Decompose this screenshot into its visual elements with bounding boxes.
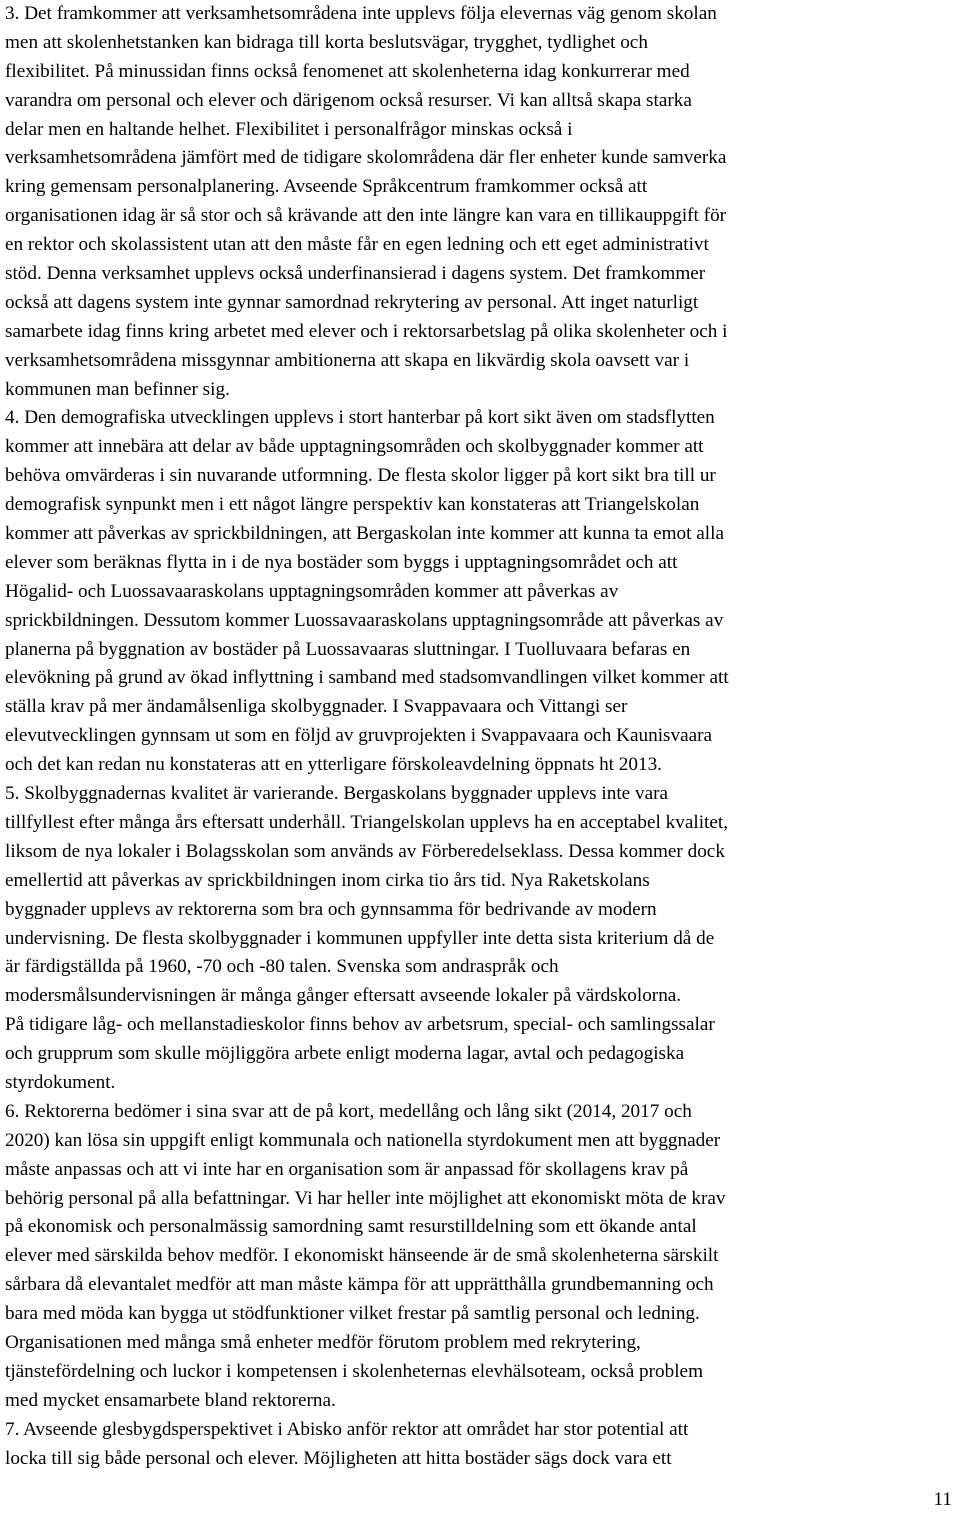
text-line: kommunen man befinner sig.: [5, 378, 230, 400]
text-line: samarbete idag finns kring arbetet med elever och i rektorsarbetslag på olika skolenheter och i: [5, 320, 728, 342]
page-number: 11: [933, 1489, 952, 1510]
text-line: På tidigare låg- och mellanstadieskolor finns behov av arbetsrum, special- och samlingssalar: [5, 1014, 715, 1036]
text-line: verksamhetsområdena missgynnar ambitionerna att skapa en likvärdig skola oavsett var i: [5, 349, 690, 371]
paragraph-6: [5, 1098, 957, 1416]
text-line: styrdokument.: [5, 1071, 116, 1093]
text-line: flexibilitet. På minussidan finns också fenomenet att skolenheterna idag konkurrerar med: [5, 60, 690, 82]
text-line: elever som beräknas flytta in i de nya bostäder som byggs i upptagningsområdet och att: [5, 551, 678, 573]
text-line: locka till sig både personal och elever. Möjligheten att hitta bostäder sägs dock vara ett: [5, 1447, 672, 1469]
text-line: delar men en haltande helhet. Flexibilitet i personalfrågor minskas också i: [5, 118, 573, 140]
text-line: demografisk synpunkt men i ett något längre perspektiv kan konstateras att Triangelskolan: [5, 494, 700, 516]
text-line: kring gemensam personalplanering. Avseende Språkcentrum framkommer också att: [5, 176, 648, 198]
text-line: tillfyllest efter många års eftersatt underhåll. Triangelskolan upplevs ha en acceptabel kvalitet,: [5, 811, 729, 833]
text-line: måste anpassas och att vi inte har en organisation som är anpassad för skollagens krav på: [5, 1158, 689, 1180]
text-line: men att skolenhetstanken kan bidraga till korta beslutsvägar, trygghet, tydlighet och: [5, 31, 648, 53]
text-line: stöd. Denna verksamhet upplevs också underfinansierad i dagens system. Det framkommer: [5, 263, 706, 285]
text-line: modersmålsundervisningen är många gånger eftersatt avseende lokaler på värdskolorna.: [5, 985, 682, 1007]
text-line: elever med särskilda behov medför. I ekonomiskt hänseende är de små skolenheterna särskilt: [5, 1245, 719, 1267]
text-line: sårbara då elevantalet medför att man måste kämpa för att upprätthålla grundbemanning och: [5, 1274, 714, 1296]
paragraph-5: [5, 780, 957, 1098]
text-line: 5. Skolbyggnadernas kvalitet är varierande. Bergaskolans byggnader upplevs inte vara: [5, 783, 669, 805]
text-line: på ekonomisk och personalmässig samordning samt resurstilldelning som ett ökande antal: [5, 1216, 697, 1238]
text-line: också att dagens system inte gynnar samordnad rekrytering av personal. Att inget naturligt: [5, 291, 699, 313]
text-line: verksamhetsområdena jämfört med de tidigare skolområdena där fler enheter kunde samverka: [5, 147, 727, 169]
text-line: byggnader upplevs av rektorerna som bra och gynnsamma för bedrivande av modern: [5, 898, 657, 920]
text-line: liksom de nya lokaler i Bolagsskolan som används av Förberedelseklass. Dessa kommer dock: [5, 840, 725, 862]
text-line: kommer att innebära att delar av både upptagningsområden och skolbyggnader kommer att: [5, 436, 704, 458]
text-line: tjänstefördelning och luckor i kompetensen i skolenheternas elevhälsoteam, också problem: [5, 1360, 704, 1382]
text-line: varandra om personal och elever och därigenom också resurser. Vi kan alltså skapa starka: [5, 89, 692, 111]
text-line: Organisationen med många små enheter medför förutom problem med rekrytering,: [5, 1331, 641, 1353]
text-line: organisationen idag är så stor och så krävande att den inte längre kan vara en tillikauppgift för: [5, 205, 727, 227]
text-line: 2020) kan lösa sin uppgift enligt kommunala och nationella styrdokument men att byggnader: [5, 1129, 721, 1151]
document-page: [5, 0, 957, 1473]
paragraph-4: [5, 404, 957, 780]
text-line: 4. Den demografiska utvecklingen upplevs i stort hanterbar på kort sikt även om stadsflytten: [5, 407, 715, 429]
paragraph-7: [5, 1416, 957, 1474]
text-line: 3. Det framkommer att verksamhetsområdena inte upplevs följa elevernas väg genom skolan: [5, 3, 717, 24]
text-line: behörig personal på alla befattningar. Vi har heller inte möjlighet att ekonomiskt möta de krav: [5, 1187, 726, 1209]
text-line: sprickbildningen. Dessutom kommer Luossavaaraskolans upptagningsområde att påverkas av: [5, 609, 724, 631]
text-line: 7. Avseende glesbygdsperspektivet i Abisko anför rektor att området har stor potential att: [5, 1418, 689, 1440]
text-line: planerna på byggnation av bostäder på Luossavaaras sluttningar. I Tuolluvaara befaras en: [5, 638, 691, 660]
paragraph-3: [5, 0, 957, 404]
text-line: undervisning. De flesta skolbyggnader i kommunen uppfyller inte detta sista kriterium då de: [5, 927, 715, 949]
text-line: ställa krav på mer ändamålsenliga skolbyggnader. I Svappavaara och Vittangi ser: [5, 696, 628, 718]
text-line: med mycket ensamarbete bland rektorerna.: [5, 1389, 336, 1411]
text-line: är färdigställda på 1960, -70 och -80 talen. Svenska som andraspråk och: [5, 956, 559, 978]
text-line: 6. Rektorerna bedömer i sina svar att de på kort, medellång och lång sikt (2014, 2017 och: [5, 1100, 692, 1122]
text-line: behöva omvärderas i sin nuvarande utformning. De flesta skolor ligger på kort sikt bra till ur: [5, 465, 716, 487]
text-line: elevökning på grund av ökad inflyttning i samband med stadsomvandlingen vilket kommer att: [5, 667, 729, 689]
text-line: emellertid att påverkas av sprickbildningen inom cirka tio års tid. Nya Raketskolans: [5, 869, 650, 891]
text-line: bara med möda kan bygga ut stödfunktioner vilket frestar på samtlig personal och ledning.: [5, 1303, 700, 1325]
text-line: Högalid- och Luossavaaraskolans upptagningsområden kommer att påverkas av: [5, 580, 619, 602]
text-line: kommer att påverkas av sprickbildningen, att Bergaskolan inte kommer att kunna ta emot alla: [5, 523, 724, 545]
text-line: en rektor och skolassistent utan att den måste får en egen ledning och ett eget administrativt: [5, 234, 709, 256]
text-line: och grupprum som skulle möjliggöra arbete enligt moderna lagar, avtal och pedagogiska: [5, 1043, 685, 1065]
text-line: och det kan redan nu konstateras att en ytterligare förskoleavdelning öppnats ht 2013.: [5, 754, 662, 776]
text-line: elevutvecklingen gynnsam ut som en följd av gruvprojekten i Svappavaara och Kaunisvaara: [5, 725, 713, 747]
